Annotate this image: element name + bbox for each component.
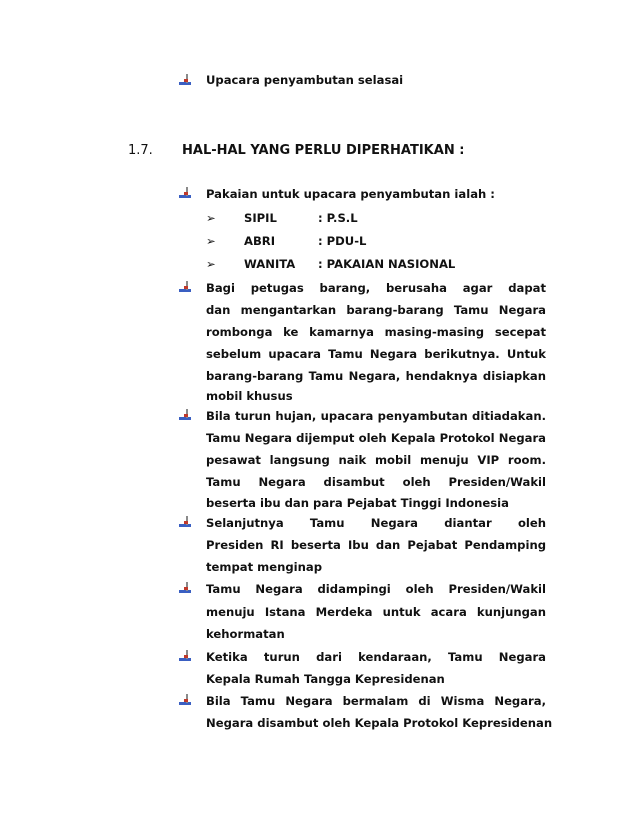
pin-bullet-icon	[178, 279, 192, 293]
pin-bullet-icon	[178, 185, 192, 199]
attire-label: WANITA	[244, 257, 296, 271]
pin-bullet-icon	[178, 407, 192, 421]
item-line: barang-barang Tamu Negara, hendaknya disiapkan	[206, 369, 546, 383]
attire-intro: Pakaian untuk upacara penyambutan ialah :	[206, 187, 495, 201]
item-line: Ketika turun dari kendaraan, Tamu Negara	[206, 650, 546, 664]
item-line: Bagi petugas barang, berusaha agar dapat	[206, 281, 546, 295]
item-line: pesawat langsung naik mobil menuju VIP room.	[206, 453, 546, 467]
item-line: rombonga ke kamarnya masing-masing secepat	[206, 325, 546, 339]
arrow-bullet-icon: ➢	[206, 211, 216, 225]
item-line: mobil khusus	[206, 389, 293, 403]
item-line: tempat menginap	[206, 560, 323, 574]
pin-bullet-icon	[178, 72, 192, 86]
item-line: Tamu Negara dijemput oleh Kepala Protokol Negara	[206, 431, 546, 445]
item-line: sebelum upacara Tamu Negara berikutnya. Untuk	[206, 347, 546, 361]
item-line: menuju Istana Merdeka untuk acara kunjungan	[206, 605, 546, 619]
pin-bullet-icon	[178, 580, 192, 594]
section-number: 1.7.	[128, 143, 153, 158]
top-item-text: Upacara penyambutan selasai	[206, 73, 404, 87]
attire-value: : PDU-L	[318, 234, 367, 248]
item-line: Bila turun hujan, upacara penyambutan ditiadakan.	[206, 409, 546, 423]
arrow-bullet-icon: ➢	[206, 234, 216, 248]
arrow-bullet-icon: ➢	[206, 257, 216, 271]
item-line: Presiden RI beserta Ibu dan Pejabat Pendamping	[206, 538, 546, 552]
item-line: dan mengantarkan barang-barang Tamu Negara	[206, 303, 546, 317]
pin-bullet-icon	[178, 648, 192, 662]
item-line: Tamu Negara didampingi oleh Presiden/Wakil	[206, 582, 546, 596]
pin-bullet-icon	[178, 514, 192, 528]
section-title: HAL-HAL YANG PERLU DIPERHATIKAN :	[182, 143, 465, 158]
attire-value: : P.S.L	[318, 211, 358, 225]
pin-bullet-icon	[178, 692, 192, 706]
attire-value: : PAKAIAN NASIONAL	[318, 257, 456, 271]
item-line: Kepala Rumah Tangga Kepresidenan	[206, 672, 445, 686]
item-line: Tamu Negara disambut oleh Presiden/Wakil	[206, 475, 546, 489]
item-line: beserta ibu dan para Pejabat Tinggi Indonesia	[206, 496, 509, 510]
item-line: Selanjutnya Tamu Negara diantar oleh	[206, 516, 546, 530]
item-line: Bila Tamu Negara bermalam di Wisma Negara,	[206, 694, 546, 708]
item-line: kehormatan	[206, 627, 285, 641]
item-line: Negara disambut oleh Kepala Protokol Kepresidenan	[206, 716, 553, 730]
attire-label: SIPIL	[244, 211, 277, 225]
attire-label: ABRI	[244, 234, 276, 248]
